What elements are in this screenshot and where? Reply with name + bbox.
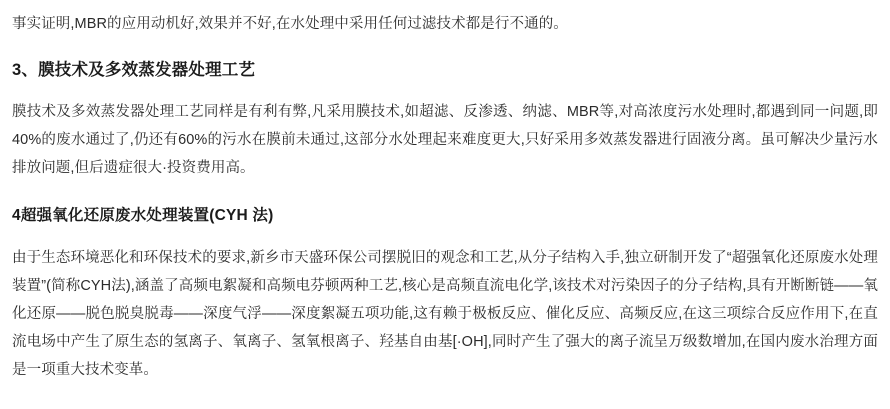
paragraph-membrane-evaporator-body: 膜技术及多效蒸发器处理工艺同样是有利有弊,凡采用膜技术,如超滤、反渗透、纳滤、MBR等,对高浓度污水处理时,都遇到同一问题,即40%的废水通过了,仍还有60%的污水在膜前未通过,这部分水处理起来难度更大,只好采用多效蒸发器进行固液分离。虽可解决少量污水排放问题,但后遗症很大·投资费用高。: [12, 104, 878, 176]
paragraph-mbr-conclusion: 事实证明,MBR的应用动机好,效果并不好,在水处理中采用任何过滤技术都是行不通的。: [12, 16, 568, 32]
heading-cyh-method: 4超强氧化还原废水处理装置(CYH 法): [12, 207, 274, 224]
heading-membrane-evaporator: 3、膜技术及多效蒸发器处理工艺: [12, 61, 256, 79]
paragraph-cyh-body: 由于生态环境恶化和环保技术的要求,新乡市天盛环保公司摆脱旧的观念和工艺,从分子结构入手,独立研制开发了“超强氧化还原废水处理装置”(简称CYH法),涵盖了高频电絮凝和高频电芬顿两种工艺,核心是高频直流电化学,该技术对污染因子的分子结构,具有开断断链——氧化还原——脱色脱臭脱毒——深度气浮——深度絮凝五项功能,这有赖于极板反应、催化反应、高频反应,在这三项综合反应作用下,在直流电场中产生了原生态的氢离子、氧离子、氢氧根离子、羟基自由基[·OH],同时产生了强大的离子流呈万级数增加,在国内废水治理方面是一项重大技术变革。: [12, 250, 878, 378]
